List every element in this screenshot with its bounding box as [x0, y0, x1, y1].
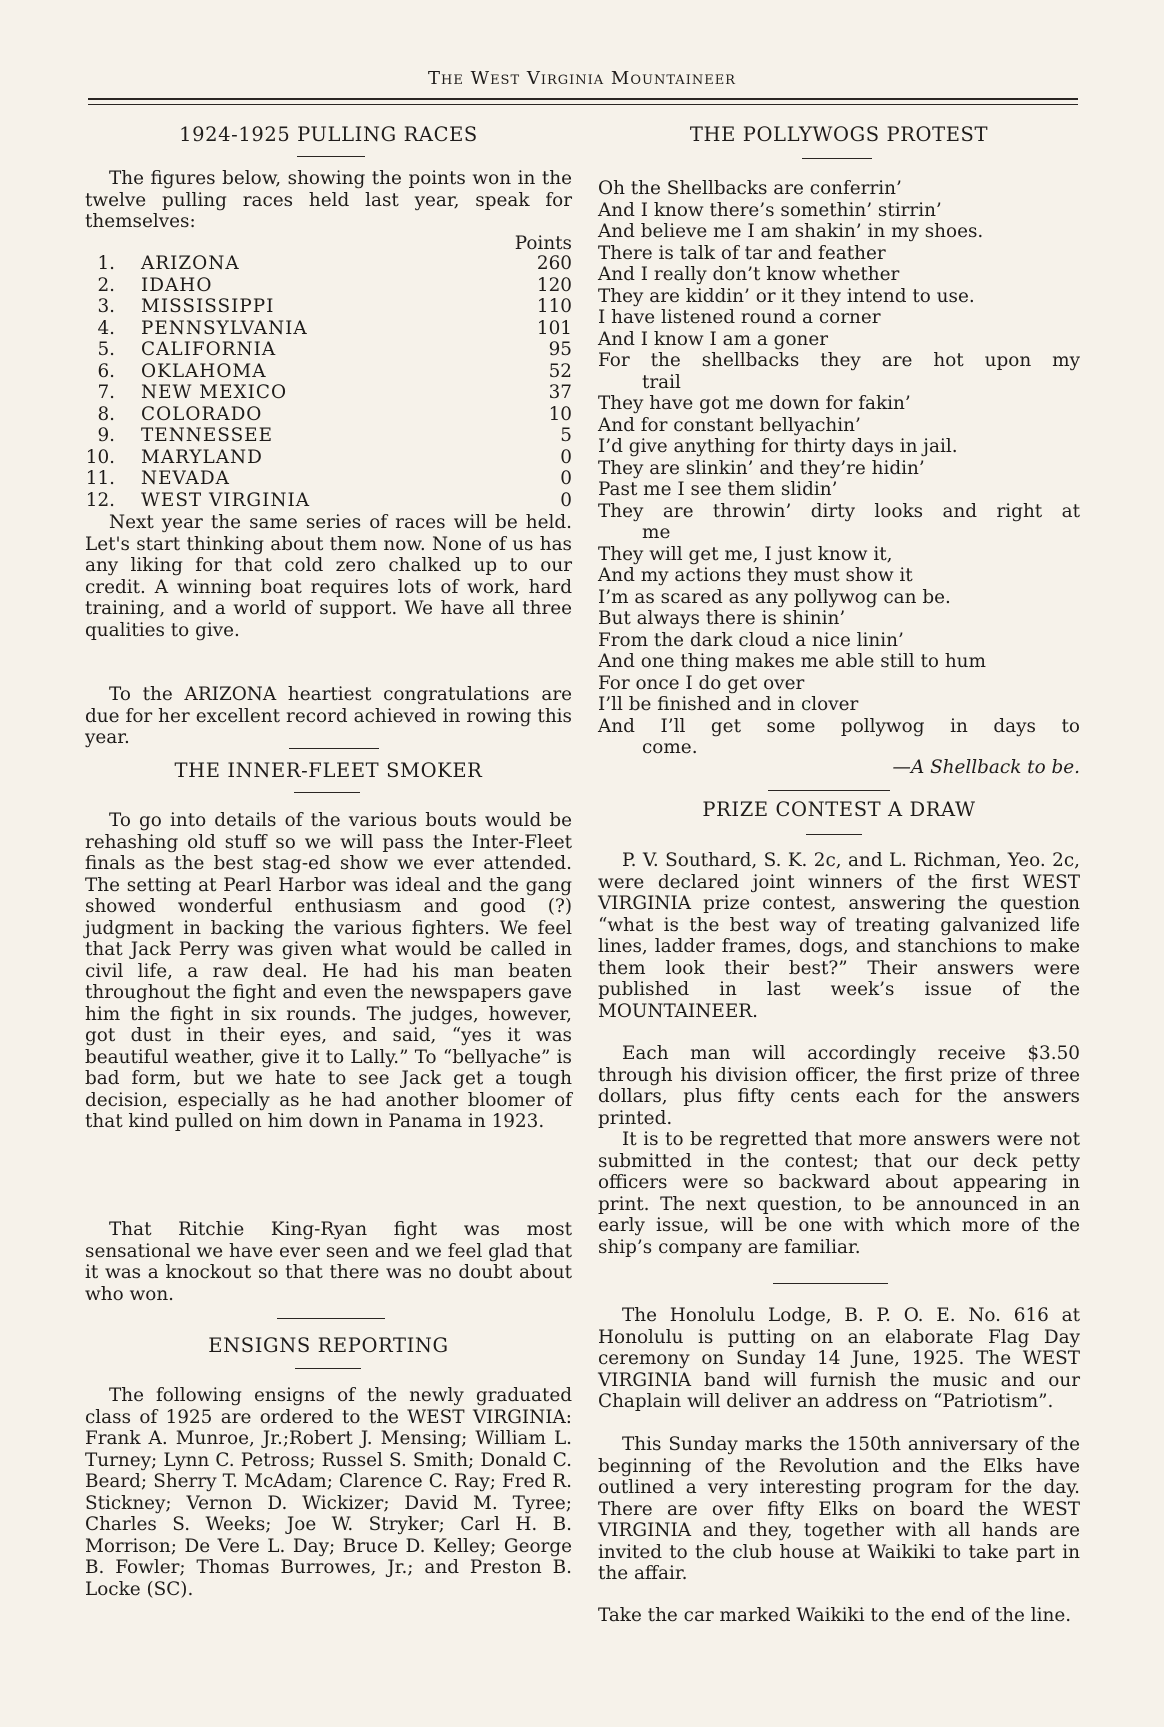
heading-rule	[294, 792, 360, 793]
race-points: 37	[548, 382, 572, 403]
race-row	[85, 361, 572, 383]
poem-signature: —A Shellback to be.	[892, 757, 1080, 778]
race-ship: WEST VIRGINIA	[141, 489, 311, 511]
prize-para: P. V. Southard, S. K. 2c, and L. Richman, Yeo. 2c, were declared joint winners of the first WEST VIRGINIA prize contest, answering the question “what is the best way of treating galvanized life lines, ladder frames, dogs, and stanchions to make them look their best?” Their answers were published in last week’s issue of the MOUNTAINEER.	[598, 850, 1080, 1022]
points-column-header: Points	[514, 233, 572, 254]
race-row	[85, 425, 572, 447]
smoker-para-2: That Ritchie King-Ryan fight was most sensational we have ever seen and we feel glad that it was a knockout so that there was no doubt about who won.	[85, 1219, 572, 1305]
race-rank: 7.	[97, 382, 115, 403]
poem-line: And my actions they must show it	[598, 565, 913, 586]
race-ship: ARIZONA	[141, 253, 240, 274]
race-row	[85, 404, 572, 426]
poem-line: I’m as scared as any pollywog can be.	[598, 586, 951, 608]
header-rule-thin	[88, 104, 1078, 105]
race-points: 10	[548, 403, 572, 425]
race-points: 101	[536, 317, 572, 339]
heading-rule	[295, 1368, 361, 1369]
race-ship: COLORADO	[141, 403, 263, 425]
poem-line: Past me I see them slidin’	[598, 479, 838, 500]
race-row	[85, 296, 572, 318]
race-ship: NEVADA	[141, 468, 230, 489]
race-points: 110	[536, 296, 572, 317]
race-ship: CALIFORNIA	[141, 339, 277, 360]
race-rank: 5.	[97, 339, 115, 360]
heading-rule	[297, 156, 365, 157]
race-rank: 3.	[97, 296, 115, 317]
poem-line: And for constant bellyachin’	[598, 414, 861, 436]
poem-line: There is talk of tar and feather	[598, 242, 886, 264]
race-ship: TENNESSEE	[141, 425, 274, 446]
race-rank: 2.	[97, 274, 115, 296]
race-points: 0	[560, 446, 572, 468]
smoker-para: To go into details of the various bouts would be rehashing old stuff so we will pass the Inter-Fleet finals as the best stag-ed show we ever attended. The setting at Pearl Harbor was ideal and the gang showed wonderful enthusiasm and good (?) judgment in backing the various fighters. We feel that Jack Perry was given what would be called in civil life, a raw deal. He had his man beaten throughout the fight and even the newspapers gave him the fight in six rounds. The judges, however, got dust in their eyes, and said, “yes it was beautiful weather, give it to Lally.” To “bellyache” is bad form, but we hate to see Jack get a tough decision, especially as he had another bloomer of that kind pulled on him down in Panama in 1923.	[85, 810, 572, 1132]
race-ship: MARYLAND	[141, 446, 263, 468]
poem-line: And I really don’t know whether	[598, 264, 900, 285]
pulling-races-para: Next year the same series of races will be held. Let's start thinking about them now. None of us has any liking for that cold zero chalked up to our credit. A winning boat requires lots of work, hard training, and a world of support. We have all three qualities to give.	[85, 512, 572, 641]
race-row	[85, 490, 572, 512]
race-ship: OKLAHOMA	[141, 360, 267, 382]
race-ship: MISSISSIPPI	[141, 296, 275, 317]
race-row	[85, 447, 572, 469]
poem-line: From the dark cloud a nice linin’	[598, 629, 904, 651]
race-row	[85, 253, 572, 275]
race-row	[85, 339, 572, 361]
race-points: 0	[560, 489, 572, 511]
poem-line: They will get me, I just know it,	[598, 543, 893, 565]
pulling-races-congrats: To the ARIZONA heartiest congratulations are due for her excellent record achieved in rowing this year.	[85, 684, 572, 748]
prize-heading: PRIZE CONTEST A DRAW	[702, 798, 976, 821]
pulling-races-heading: 1924-1925 PULLING RACES	[179, 123, 478, 146]
poem-line: For the shellbacks they are hot upon my	[598, 350, 1080, 371]
race-rank: 8.	[97, 403, 115, 425]
smoker-heading: THE INNER-FLEET SMOKER	[174, 759, 483, 782]
race-ship: PENNSYLVANIA	[141, 317, 308, 339]
poem-line: come.	[642, 737, 698, 758]
section-divider	[277, 1318, 385, 1319]
poem-line: And believe me I am shakin’ in my shoes.	[598, 221, 984, 242]
race-row	[85, 275, 572, 297]
race-rank: 10.	[85, 446, 115, 468]
poem-line: And I know there’s somethin’ stirrin’	[598, 199, 942, 221]
pulling-races-intro: The figures below, showing the points won in the twelve pulling races held last year, speak for themselves:	[85, 168, 572, 232]
pollywogs-heading: THE POLLYWOGS PROTEST	[689, 123, 989, 146]
section-divider	[768, 790, 890, 791]
race-points: 260	[536, 253, 572, 274]
race-ship: NEW MEXICO	[141, 382, 288, 403]
race-points: 120	[536, 274, 572, 296]
race-rank: 12.	[85, 489, 115, 511]
poem-line: I’ll be finished and in clover	[598, 694, 859, 715]
race-row	[85, 468, 572, 490]
poem-line: I’d give anything for thirty days in jail.	[598, 436, 958, 457]
header-rule-thick	[88, 98, 1078, 100]
race-rank: 6.	[97, 360, 115, 382]
race-row	[85, 318, 572, 340]
race-results-list	[85, 253, 572, 511]
elks-para-3: Take the car marked Waikiki to the end of the line.	[598, 1605, 1072, 1626]
section-divider	[289, 748, 379, 749]
poem-line: And I know I am a goner	[598, 328, 829, 350]
poem-line: They are kiddin’ or it they intend to use.	[598, 285, 975, 307]
pollywogs-poem	[598, 178, 1080, 759]
poem-line: But always there is shinin’	[598, 608, 846, 629]
race-rank: 9.	[97, 425, 115, 446]
poem-line: They are slinkin’ and they’re hidin’	[598, 457, 925, 479]
race-points: 52	[548, 360, 572, 382]
poem-line: And one thing makes me able still to hum	[598, 651, 986, 672]
poem-line: And I’ll get some pollywog in days to	[598, 715, 1080, 737]
elks-para-2: This Sunday marks the 150th anniversary of the beginning of the Revolution and the Elks have outlined a very interesting program for the day. There are over fifty Elks on board the WEST VIRGINIA and they, together with all hands are invited to the club house at Waikiki to take part in the affair.	[598, 1434, 1080, 1584]
masthead: The West Virginia Mountaineer	[428, 68, 736, 89]
ensigns-heading: ENSIGNS REPORTING	[208, 1334, 449, 1357]
race-rank: 1.	[97, 253, 115, 274]
poem-line: trail	[642, 371, 681, 393]
prize-para-3: It is to be regretted that more answers were not submitted in the contest; that our deck petty officers were so backward about appearing in print. The next question, to be announced in an early issue, will be one with which more of the ship’s company are familiar.	[598, 1129, 1080, 1258]
elks-para: The Honolulu Lodge, B. P. O. E. No. 616 at Honolulu is putting on an elaborate Flag Day ceremony on Sunday 14 June, 1925. The WEST VIRGINIA band will furnish the music and our Chaplain will deliver an address on “Patriotism”.	[598, 1305, 1080, 1412]
poem-line: Oh the Shellbacks are conferrin’	[598, 178, 902, 199]
race-row	[85, 382, 572, 404]
race-rank: 4.	[97, 317, 115, 339]
poem-line: They are throwin’ dirty looks and right at	[598, 500, 1080, 522]
poem-line: For once I do get over	[598, 672, 805, 694]
section-divider	[773, 1283, 888, 1284]
heading-rule	[806, 834, 862, 835]
poem-line: me	[642, 522, 671, 543]
heading-rule	[802, 158, 872, 159]
race-rank: 11.	[85, 468, 115, 489]
race-points: 0	[560, 468, 572, 489]
prize-para-2: Each man will accordingly receive $3.50 through his division officer, the first prize of three dollars, plus fifty cents each for the answers printed.	[598, 1043, 1080, 1129]
poem-line: I have listened round a corner	[598, 307, 881, 328]
race-ship: IDAHO	[141, 274, 213, 296]
race-points: 5	[560, 425, 572, 446]
ensigns-para: The following ensigns of the newly graduated class of 1925 are ordered to the WEST VIRGINIA: Frank A. Munroe, Jr.;Robert J. Mensing; William L. Turney; Lynn C. Petross; Russel S. Smith; Donald C. Beard; Sherry T. McAdam; Clarence C. Ray; Fred R. Stickney; Vernon D. Wickizer; David M. Tyree; Charles S. Weeks; Joe W. Stryker; Carl H. B. Morrison; De Vere L. Day; Bruce D. Kelley; George B. Fowler; Thomas Burrowes, Jr.; and Preston B. Locke (SC).	[85, 1385, 572, 1600]
race-points: 95	[548, 339, 572, 360]
poem-line: They have got me down for fakin’	[598, 393, 911, 414]
